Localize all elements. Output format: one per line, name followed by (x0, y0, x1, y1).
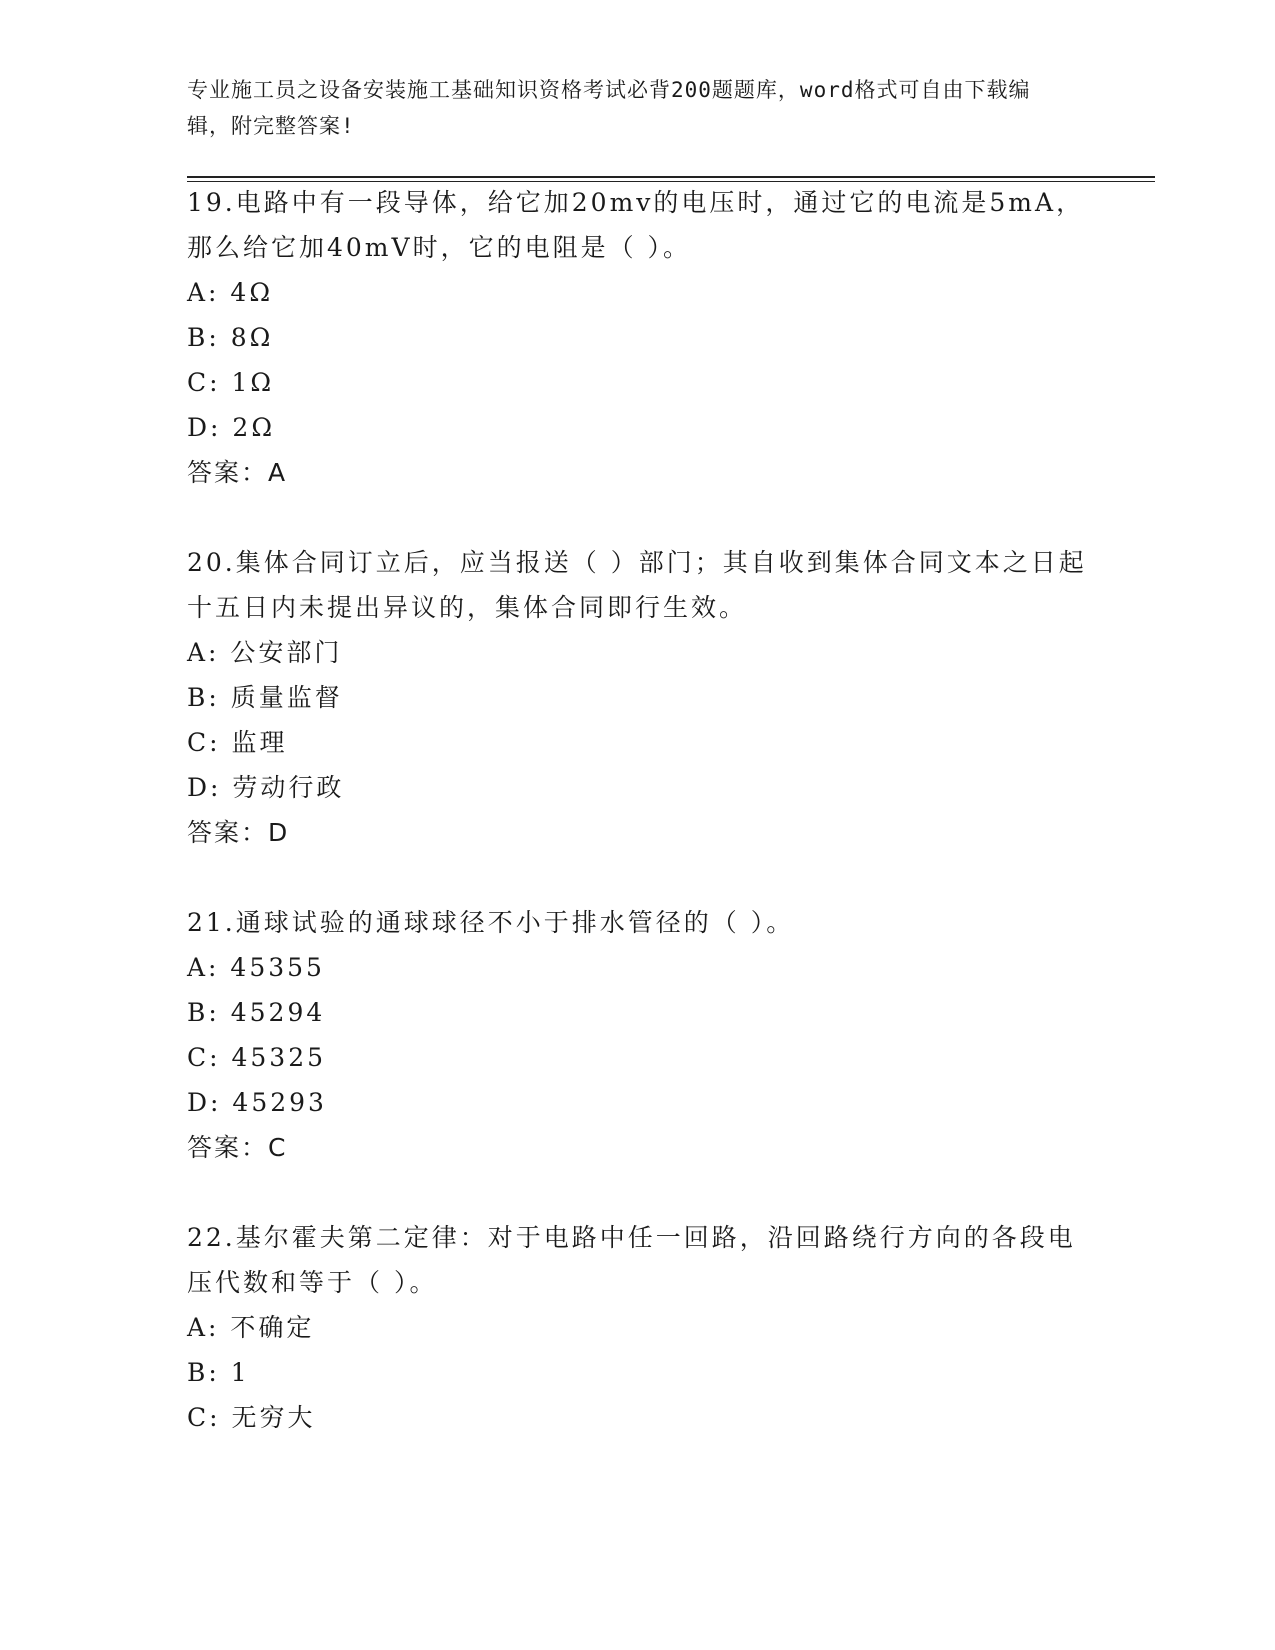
option-b: B: 8Ω (187, 323, 274, 352)
option-d: D: 45293 (187, 1088, 327, 1117)
answer: 答案：C (187, 1133, 288, 1162)
question-text: 20.集体合同订立后，应当报送（ ）部门；其自收到集体合同文本之日起十五日内未提出异议的，集体合同即行生效。 (187, 548, 1087, 622)
header-rule-thick (187, 176, 1155, 178)
option-b: B: 质量监督 (187, 683, 343, 712)
option-a: A: 45355 (187, 953, 325, 982)
option-b: B: 45294 (187, 998, 326, 1027)
document-header: 专业施工员之设备安装施工基础知识资格考试必背200题题库，word格式可自由下载编辑，附完整答案! (187, 78, 1031, 138)
question-text: 19.电路中有一段导体，给它加20mv的电压时，通过它的电流是5mA，那么给它加40mV时，它的电阻是（ ）。 (187, 188, 1085, 262)
answer: 答案：A (187, 458, 288, 487)
answer: 答案：D (187, 818, 290, 847)
option-a: A: 不确定 (187, 1313, 315, 1342)
option-a: A: 4Ω (187, 278, 274, 307)
option-c: C: 45325 (187, 1043, 327, 1072)
option-c: C: 1Ω (187, 368, 275, 397)
option-a: A: 公安部门 (187, 638, 343, 667)
option-d: D: 2Ω (187, 413, 276, 442)
question-text: 22.基尔霍夫第二定律：对于电路中任一回路，沿回路绕行方向的各段电压代数和等于（ ）。 (187, 1223, 1076, 1297)
question-text: 21.通球试验的通球球径不小于排水管径的（ ）。 (187, 908, 795, 937)
question-21 (187, 900, 1087, 1170)
question-20 (187, 540, 1087, 855)
option-b: B: 1 (187, 1358, 250, 1387)
option-d: D: 劳动行政 (187, 773, 345, 802)
option-c: C: 监理 (187, 728, 288, 757)
question-19 (187, 180, 1087, 495)
option-c: C: 无穷大 (187, 1403, 316, 1432)
question-22 (187, 1215, 1087, 1440)
